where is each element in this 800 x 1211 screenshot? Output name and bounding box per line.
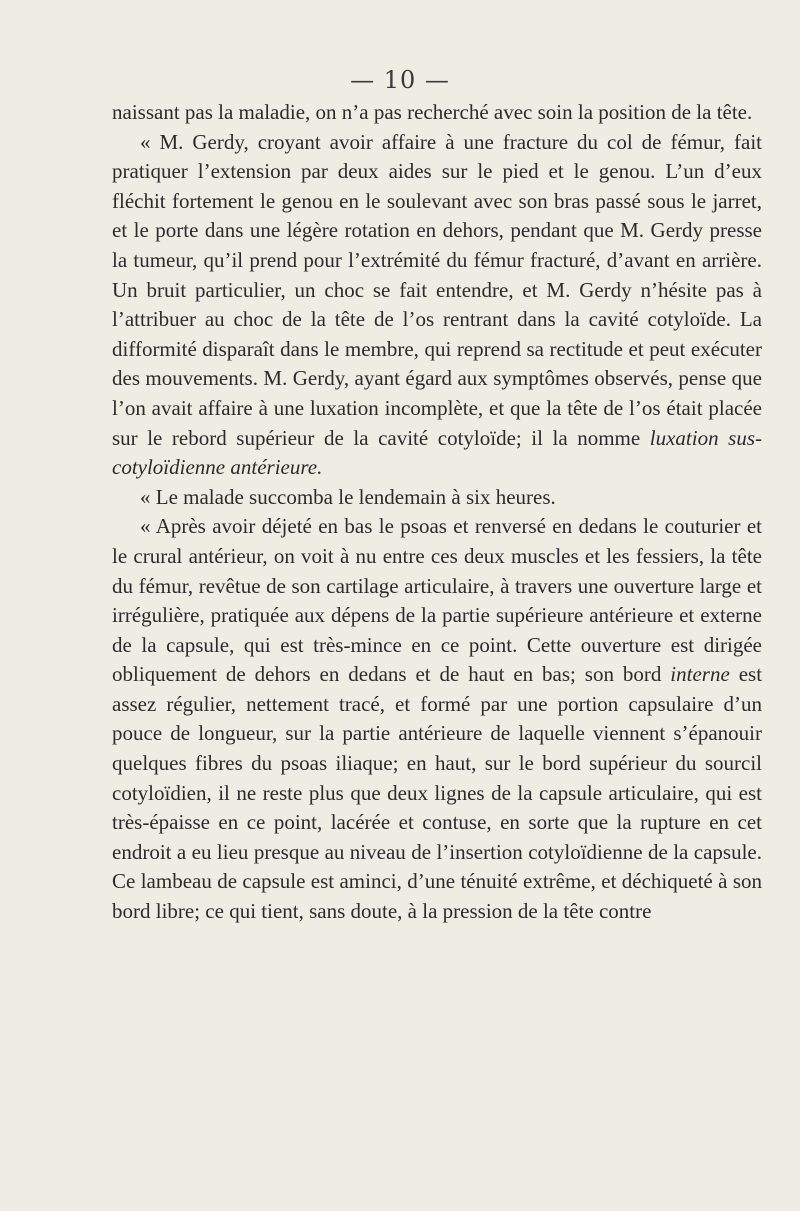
interne-term: interne xyxy=(670,662,730,687)
page-number: — 10 — xyxy=(350,66,450,94)
luxation-term: luxation sus-cotyloïdienne antérieure. xyxy=(112,425,762,480)
autopsy-text-start: « Après avoir déjeté en bas le psoas et renversé en dedans le couturier et le crural antérieur, on voit à nu entre ces deux muscles et les fessiers, la tête du fémur, revêtue de son cartilage articulaire, à travers une ouverture large et irrégulière, pratiquée aux dépens de la partie supérieure antérieure et externe de la capsule, qui est très-mince en ce point. Cette ouverture est dirigée obliquement de dehors en dedans et de haut en bas; son bord xyxy=(112,514,762,687)
autopsy-text-end: est assez régulier, nettement tracé, et formé par une portion capsulaire d’un pouce de longueur, sur la partie antérieure de laquelle viennent s’épanouir quelques fibres du psoas iliaque; en haut, sur le bord supérieur du sourcil cotyloïdien, il ne reste plus que deux lignes de la capsule articulaire, qui est très-épaisse en ce point, lacérée et contuse, en sorte que la rupture en cet endroit a eu lieu presque au niveau de l’insertion cotyloïdienne de la capsule. Ce lambeau de capsule est aminci, d’une ténuité extrême, et déchiqueté à son bord libre; ce qui tient, sans doute, à la pression de la tête contre xyxy=(112,662,763,924)
paragraph-continuation: naissant pas la maladie, on n’a pas recherché avec soin la position de la tête. xyxy=(112,100,753,124)
paragraph-gerdy-reduction xyxy=(112,128,762,483)
paragraph-death: « Le malade succomba le lendemain à six heures. xyxy=(140,484,556,509)
paragraph-autopsy xyxy=(112,512,762,926)
body-text xyxy=(112,98,762,927)
paragraph-gerdy-text: « M. Gerdy, croyant avoir affaire à une fracture du col de fémur, fait pratiquer l’extension par deux aides sur le pied et le genou. L’un d’eux fléchit fortement le genou en le soulevant avec son bras passé sous le jarret, et le porte dans une légère rotation en dehors, pendant que M. Gerdy presse la tumeur, qu’il prend pour l’extrémité du fémur fracturé, d’avant en arrière. Un bruit particulier, un choc se fait entendre, et M. Gerdy n’hésite pas à l’attribuer au choc de la tête de l’os rentrant dans la cavité cotyloïde. La difformité disparaît dans le membre, qui reprend sa rectitude et peut exécuter des mouvements. M. Gerdy, ayant égard aux symptômes observés, pense que l’on avait affaire à une luxation incomplète, et que la tête de l’os était placée sur le rebord supérieur de la cavité cotyloïde; il la nomme xyxy=(112,129,762,450)
